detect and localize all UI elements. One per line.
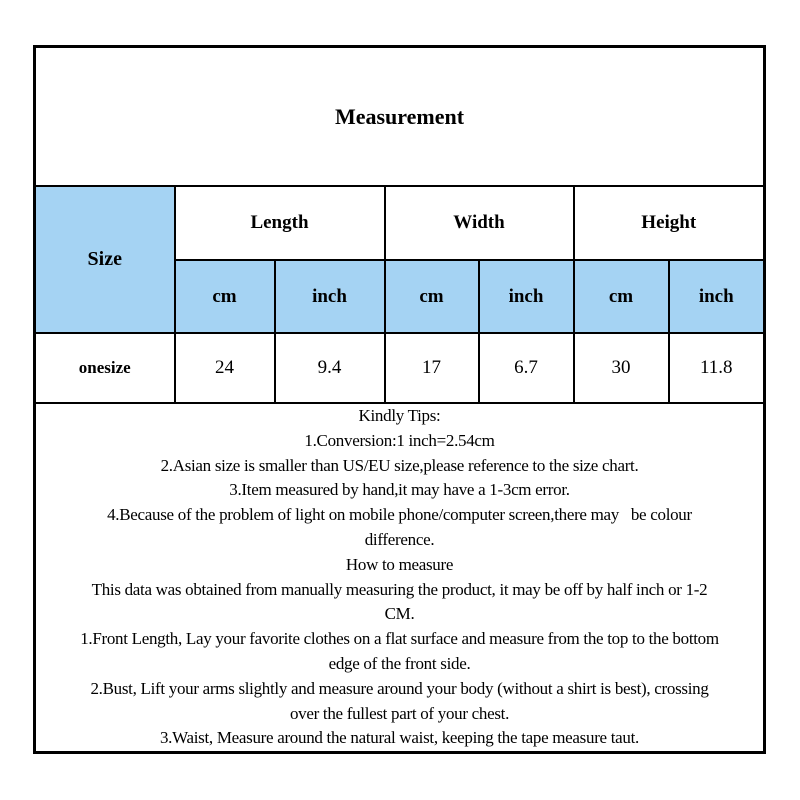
kindly-tips-block [35,403,765,753]
tips-line: edge of the front side. [328,653,471,673]
height-inch-value: 11.8 [669,333,765,403]
title-row [35,47,765,187]
tips-row [35,403,765,753]
table-row [35,333,765,403]
width-inch-value: 6.7 [479,333,574,403]
tips-heading: Kindly Tips: [358,406,441,425]
tips-line: difference. [364,529,435,549]
height-group-header: Height [574,186,765,260]
height-cm-value: 30 [574,333,669,403]
width-group-header: Width [385,186,574,260]
group-header-row [35,186,765,260]
width-cm-value: 17 [385,333,479,403]
length-cm-value: 24 [175,333,275,403]
tips-line: 2.Bust, Lift your arms slightly and measure around your body (without a shirt is best), crossing [90,678,709,698]
tips-line: 4.Because of the problem of light on mobile phone/computer screen,there may be colour [107,505,692,525]
length-cm-header: cm [175,260,275,333]
tips-line: 3.Waist, Measure around the natural waist, keeping the tape measure taut. [159,728,639,748]
measurement-table [33,45,766,754]
tips-line: 2.Asian size is smaller than US/EU size,please reference to the size chart. [160,455,639,475]
size-chart-sheet [33,45,763,754]
length-group-header: Length [175,186,385,260]
width-inch-header: inch [479,260,574,333]
tips-line: 1.Front Length, Lay your favorite clothes on a flat surface and measure from the top to the bottom [80,629,719,649]
size-value-onesize: onesize [35,333,175,403]
tips-line: 3.Item measured by hand,it may have a 1-3cm error. [229,480,570,500]
tips-line: 1.Conversion:1 inch=2.54cm [304,430,495,450]
chart-title: Measurement [35,47,765,187]
size-column-header: Size [35,186,175,333]
height-inch-header: inch [669,260,765,333]
how-to-measure-heading: How to measure [345,554,454,574]
tips-line: CM. [384,604,415,624]
length-inch-value: 9.4 [275,333,385,403]
height-cm-header: cm [574,260,669,333]
tips-line: This data was obtained from manually measuring the product, it may be off by half inch or 1-2 [91,579,708,599]
width-cm-header: cm [385,260,479,333]
length-inch-header: inch [275,260,385,333]
tips-line: over the fullest part of your chest. [289,703,510,723]
